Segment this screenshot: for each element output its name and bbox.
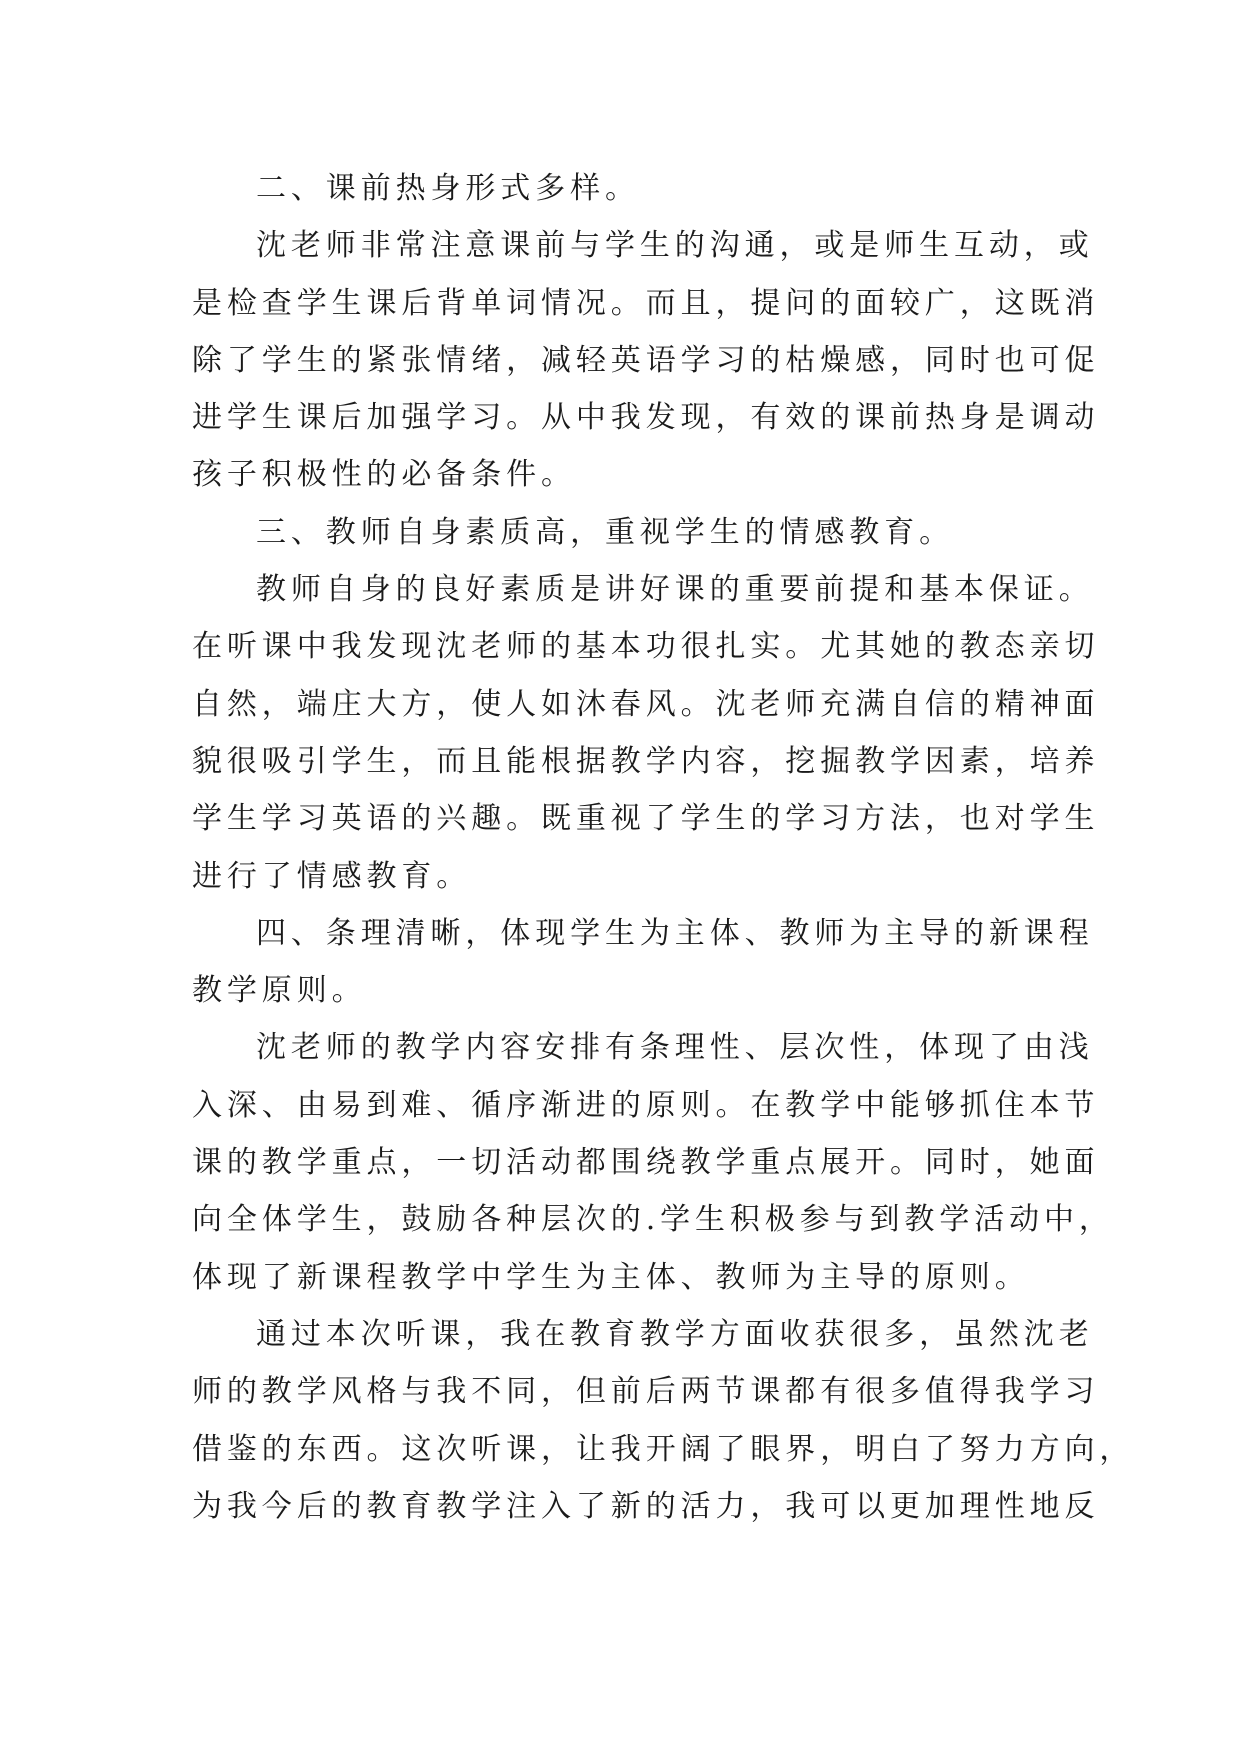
text-line: 学生学习英语的兴趣。既重视了学生的学习方法，也对学生 (192, 801, 1100, 837)
text-line: 自然，端庄大方，使人如沐春风。沈老师充满自信的精神面 (192, 686, 1100, 722)
text-line: 沈老师非常注意课前与学生的沟通，或是师生互动，或 (256, 228, 1094, 264)
text-line: 进学生课后加强学习。从中我发现，有效的课前热身是调动 (192, 400, 1100, 436)
text-line: 进行了情感教育。 (192, 858, 472, 894)
text-line: 孩子积极性的必备条件。 (192, 457, 576, 493)
text-line: 师的教学风格与我不同，但前后两节课都有很多值得我学习 (192, 1374, 1100, 1410)
text-line: 在听课中我发现沈老师的基本功很扎实。尤其她的教态亲切 (192, 629, 1100, 665)
paragraph (192, 561, 1100, 905)
document-body (192, 160, 1135, 1535)
text-line: 是检查学生课后背单词情况。而且，提问的面较广，这既消 (192, 285, 1100, 321)
paragraph (192, 504, 1062, 561)
paragraph (192, 1019, 1114, 1305)
text-line: 课的教学重点，一切活动都围绕教学重点展开。同时，她面 (192, 1145, 1100, 1181)
paragraph (192, 217, 1100, 503)
text-line: 通过本次听课，我在教育教学方面收获很多，虽然沈老 (256, 1316, 1094, 1352)
text-line: 三、教师自身素质高，重视学生的情感教育。 (256, 514, 954, 550)
text-line: 沈老师的教学内容安排有条理性、层次性，体现了由浅 (256, 1030, 1094, 1066)
text-line: 教师自身的良好素质是讲好课的重要前提和基本保证。 (256, 572, 1094, 608)
text-line: 二、课前热身形式多样。 (256, 171, 640, 206)
text-line: 除了学生的紧张情绪，减轻英语学习的枯燥感，同时也可促 (192, 342, 1100, 378)
text-line: 借鉴的东西。这次听课，让我开阔了眼界，明白了努力方向， (192, 1431, 1135, 1467)
text-line: 教学原则。 (192, 973, 367, 1009)
text-line: 入深、由易到难、循序渐进的原则。在教学中能够抓住本节 (192, 1087, 1100, 1123)
paragraph (192, 160, 1062, 217)
text-line: 四、条理清晰，体现学生为主体、教师为主导的新课程 (256, 915, 1094, 951)
paragraph (192, 905, 1094, 1020)
paragraph (192, 1306, 1135, 1535)
text-line: 向全体学生，鼓励各种层次的.学生积极参与到教学活动中， (192, 1202, 1114, 1238)
text-line: 体现了新课程教学中学生为主体、教师为主导的原则。 (192, 1259, 1030, 1295)
text-line: 为我今后的教育教学注入了新的活力，我可以更加理性地反 (192, 1488, 1100, 1524)
text-line: 貌很吸引学生，而且能根据教学内容，挖掘教学因素，培养 (192, 743, 1100, 779)
